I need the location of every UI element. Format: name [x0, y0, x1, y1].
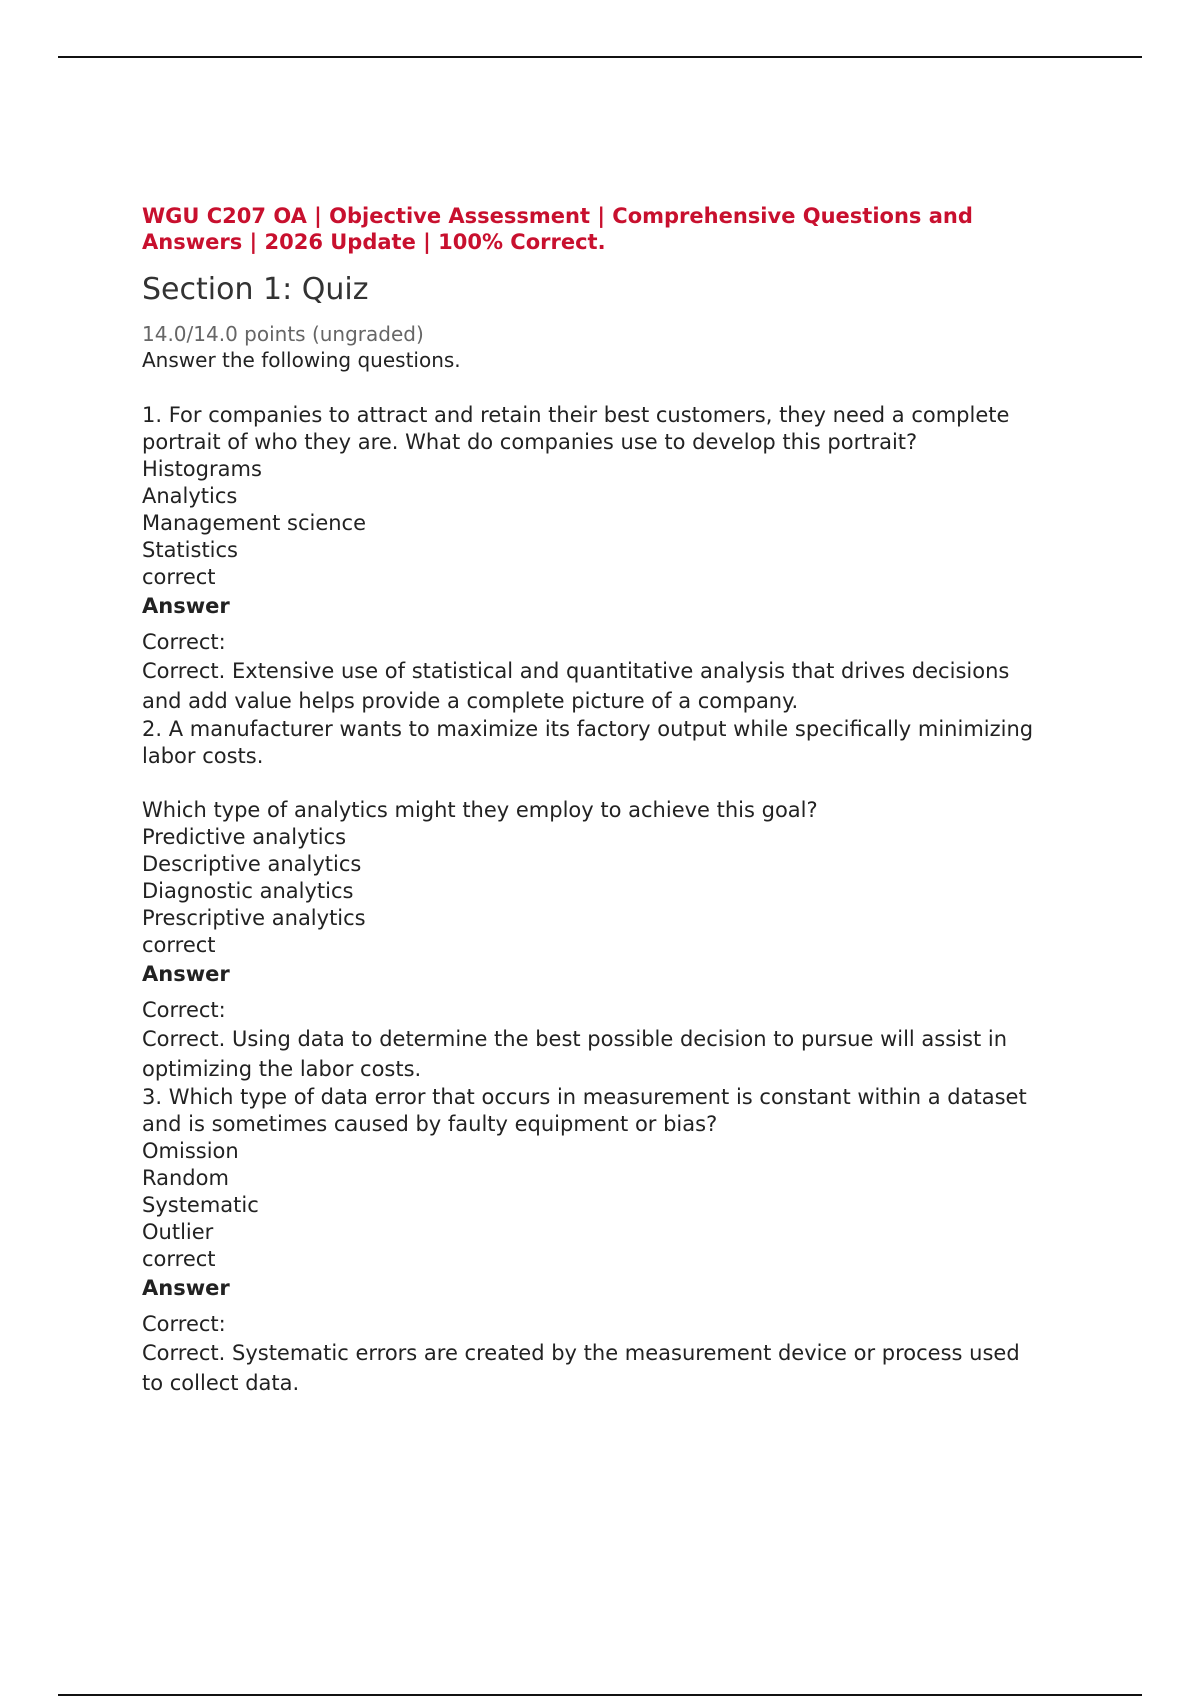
bottom-rule — [58, 1694, 1142, 1696]
correct-label: Correct: — [142, 998, 226, 1022]
option: Prescriptive analytics — [142, 906, 366, 930]
explanation: Correct. Systematic errors are created by the measurement device or process used to collect data. — [142, 1341, 1020, 1395]
option: Random — [142, 1166, 229, 1190]
explanation: Correct. Using data to determine the best possible decision to pursue will assist in optimizing the labor costs. — [142, 1027, 1007, 1081]
option: Descriptive analytics — [142, 852, 362, 876]
instructions: Answer the following questions. — [142, 348, 461, 372]
answer-label: Answer — [142, 1276, 230, 1300]
question-stem: 1. For companies to attract and retain their best customers, they need a complete portrait of who they are. What do companies use to develop this portrait? — [142, 403, 1010, 454]
option: Management science — [142, 511, 367, 535]
answer-label: Answer — [142, 594, 230, 618]
document-body — [142, 203, 1042, 1398]
correct-label: Correct: — [142, 630, 226, 654]
option: Statistics — [142, 538, 238, 562]
section-title: Section 1: Quiz — [142, 272, 369, 307]
question-stem: 2. A manufacturer wants to maximize its factory output while specifically minimizing labor costs. — [142, 717, 1034, 768]
answer-label: Answer — [142, 962, 230, 986]
question-stem-continued: Which type of analytics might they employ to achieve this goal? — [142, 798, 818, 822]
option: Predictive analytics — [142, 825, 347, 849]
option: Diagnostic analytics — [142, 879, 354, 903]
question-stem: 3. Which type of data error that occurs in measurement is constant within a dataset and is sometimes caused by faulty equipment or bias? — [142, 1085, 1027, 1136]
option: Analytics — [142, 484, 238, 508]
option: Omission — [142, 1139, 239, 1163]
correct-label: Correct: — [142, 1312, 226, 1336]
question-1 — [142, 402, 1042, 716]
status-text: correct — [142, 1247, 216, 1271]
explanation: Correct. Extensive use of statistical and quantitative analysis that drives decisions and add value helps provide a complete picture of a company. — [142, 659, 1010, 713]
option: Histograms — [142, 457, 262, 481]
points-summary: 14.0/14.0 points (ungraded) — [142, 322, 424, 346]
option: Systematic — [142, 1193, 259, 1217]
question-3 — [142, 1084, 1042, 1398]
document-title: WGU C207 OA | Objective Assessment | Comprehensive Questions and Answers | 2026 Update | 100% Correct. — [142, 204, 973, 254]
status-text: correct — [142, 565, 216, 589]
status-text: correct — [142, 933, 216, 957]
option: Outlier — [142, 1220, 214, 1244]
top-rule — [58, 56, 1142, 58]
question-2 — [142, 716, 1042, 1084]
